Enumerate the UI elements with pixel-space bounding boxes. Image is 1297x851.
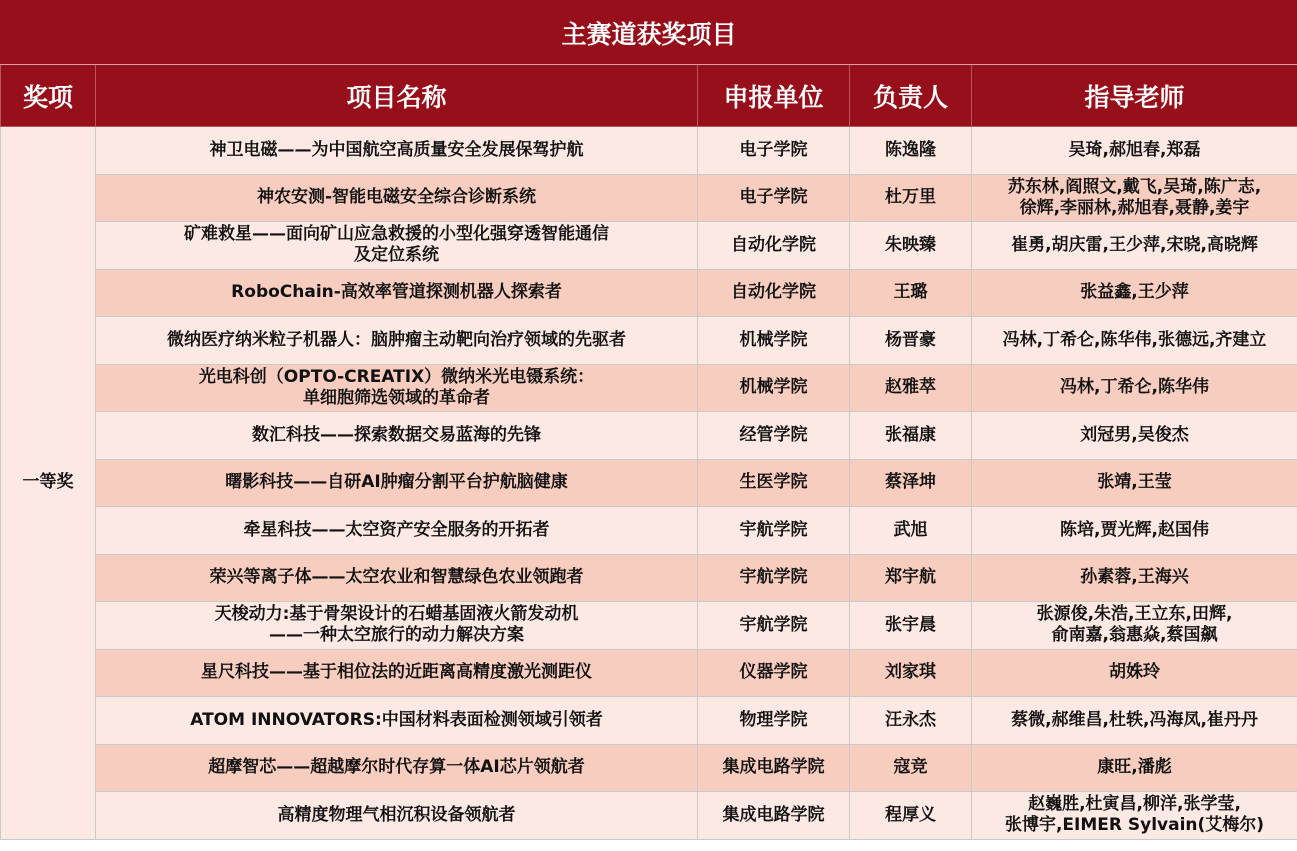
advisors-cell: 胡姝玲 [972, 649, 1297, 697]
table-row [1, 602, 1297, 650]
advisors-cell: 张靖,王莹 [972, 459, 1297, 507]
header-leader: 负责人 [850, 65, 972, 127]
advisors-cell: 苏东林,阎照文,戴飞,吴琦,陈广志, 徐辉,李丽林,郝旭春,聂静,姜宇 [972, 174, 1297, 222]
project-cell: 天梭动力:基于骨架设计的石蜡基固液火箭发动机 ——一种太空旅行的动力解决方案 [96, 602, 698, 650]
leader-cell: 郑宇航 [850, 554, 972, 602]
table-row [1, 127, 1297, 175]
leader-cell: 王璐 [850, 269, 972, 317]
leader-cell: 寇竞 [850, 744, 972, 792]
table-title: 主赛道获奖项目 [1, 1, 1297, 65]
unit-cell: 宇航学院 [698, 602, 850, 650]
unit-cell: 集成电路学院 [698, 792, 850, 840]
table-row [1, 459, 1297, 507]
leader-cell: 杜万里 [850, 174, 972, 222]
project-cell: 牵星科技——太空资产安全服务的开拓者 [96, 507, 698, 555]
leader-cell: 汪永杰 [850, 697, 972, 745]
unit-cell: 电子学院 [698, 127, 850, 175]
advisors-cell: 冯林,丁希仑,陈华伟 [972, 364, 1297, 412]
unit-cell: 经管学院 [698, 412, 850, 460]
unit-cell: 自动化学院 [698, 222, 850, 270]
project-cell: 荣兴等离子体——太空农业和智慧绿色农业领跑者 [96, 554, 698, 602]
leader-cell: 武旭 [850, 507, 972, 555]
leader-cell: 赵雅萃 [850, 364, 972, 412]
project-cell: 超摩智芯——超越摩尔时代存算一体AI芯片领航者 [96, 744, 698, 792]
table-row [1, 174, 1297, 222]
project-cell: 高精度物理气相沉积设备领航者 [96, 792, 698, 840]
project-cell: 矿难救星——面向矿山应急救援的小型化强穿透智能通信 及定位系统 [96, 222, 698, 270]
unit-cell: 仪器学院 [698, 649, 850, 697]
table-row [1, 507, 1297, 555]
table-body [1, 127, 1297, 840]
leader-cell: 张宇晨 [850, 602, 972, 650]
project-cell: 曙影科技——自研AI肿瘤分割平台护航脑健康 [96, 459, 698, 507]
unit-cell: 电子学院 [698, 174, 850, 222]
unit-cell: 宇航学院 [698, 507, 850, 555]
header-unit: 申报单位 [698, 65, 850, 127]
table-row [1, 792, 1297, 840]
leader-cell: 杨晋豪 [850, 317, 972, 365]
unit-cell: 机械学院 [698, 317, 850, 365]
leader-cell: 蔡泽坤 [850, 459, 972, 507]
table-row [1, 364, 1297, 412]
table-row [1, 317, 1297, 365]
table-row [1, 649, 1297, 697]
advisors-cell: 赵巍胜,杜寅昌,柳洋,张学莹, 张博宇,EIMER Sylvain(艾梅尔) [972, 792, 1297, 840]
project-cell: RoboChain-高效率管道探测机器人探索者 [96, 269, 698, 317]
table-row [1, 554, 1297, 602]
leader-cell: 陈逸隆 [850, 127, 972, 175]
advisors-cell: 崔勇,胡庆雷,王少萍,宋晓,高晓辉 [972, 222, 1297, 270]
project-cell: ATOM INNOVATORS:中国材料表面检测领域引领者 [96, 697, 698, 745]
table-row [1, 222, 1297, 270]
header-award: 奖项 [1, 65, 96, 127]
project-cell: 星尺科技——基于相位法的近距离高精度激光测距仪 [96, 649, 698, 697]
project-cell: 数汇科技——探索数据交易蓝海的先锋 [96, 412, 698, 460]
leader-cell: 刘家琪 [850, 649, 972, 697]
unit-cell: 宇航学院 [698, 554, 850, 602]
advisors-cell: 陈培,贾光辉,赵国伟 [972, 507, 1297, 555]
title-row [1, 1, 1297, 65]
table-row [1, 269, 1297, 317]
table-row [1, 744, 1297, 792]
project-cell: 微纳医疗纳米粒子机器人：脑肿瘤主动靶向治疗领域的先驱者 [96, 317, 698, 365]
project-cell: 神卫电磁——为中国航空高质量安全发展保驾护航 [96, 127, 698, 175]
unit-cell: 机械学院 [698, 364, 850, 412]
advisors-cell: 康旺,潘彪 [972, 744, 1297, 792]
advisors-cell: 蔡微,郝维昌,杜轶,冯海凤,崔丹丹 [972, 697, 1297, 745]
advisors-cell: 刘冠男,吴俊杰 [972, 412, 1297, 460]
header-row [1, 65, 1297, 127]
advisors-cell: 孙素蓉,王海兴 [972, 554, 1297, 602]
project-cell: 神农安测-智能电磁安全综合诊断系统 [96, 174, 698, 222]
award-cell: 一等奖 [1, 127, 96, 840]
unit-cell: 自动化学院 [698, 269, 850, 317]
advisors-cell: 冯林,丁希仑,陈华伟,张德远,齐建立 [972, 317, 1297, 365]
header-advisors: 指导老师 [972, 65, 1297, 127]
table-row [1, 412, 1297, 460]
project-cell: 光电科创（OPTO-CREATIX）微纳米光电镊系统： 单细胞筛选领域的革命者 [96, 364, 698, 412]
unit-cell: 生医学院 [698, 459, 850, 507]
leader-cell: 朱映臻 [850, 222, 972, 270]
advisors-cell: 张源俊,朱浩,王立东,田辉, 俞南嘉,翁惠焱,蔡国飙 [972, 602, 1297, 650]
unit-cell: 集成电路学院 [698, 744, 850, 792]
advisors-cell: 吴琦,郝旭春,郑磊 [972, 127, 1297, 175]
leader-cell: 张福康 [850, 412, 972, 460]
leader-cell: 程厚义 [850, 792, 972, 840]
advisors-cell: 张益鑫,王少萍 [972, 269, 1297, 317]
unit-cell: 物理学院 [698, 697, 850, 745]
table-row [1, 697, 1297, 745]
header-project: 项目名称 [96, 65, 698, 127]
